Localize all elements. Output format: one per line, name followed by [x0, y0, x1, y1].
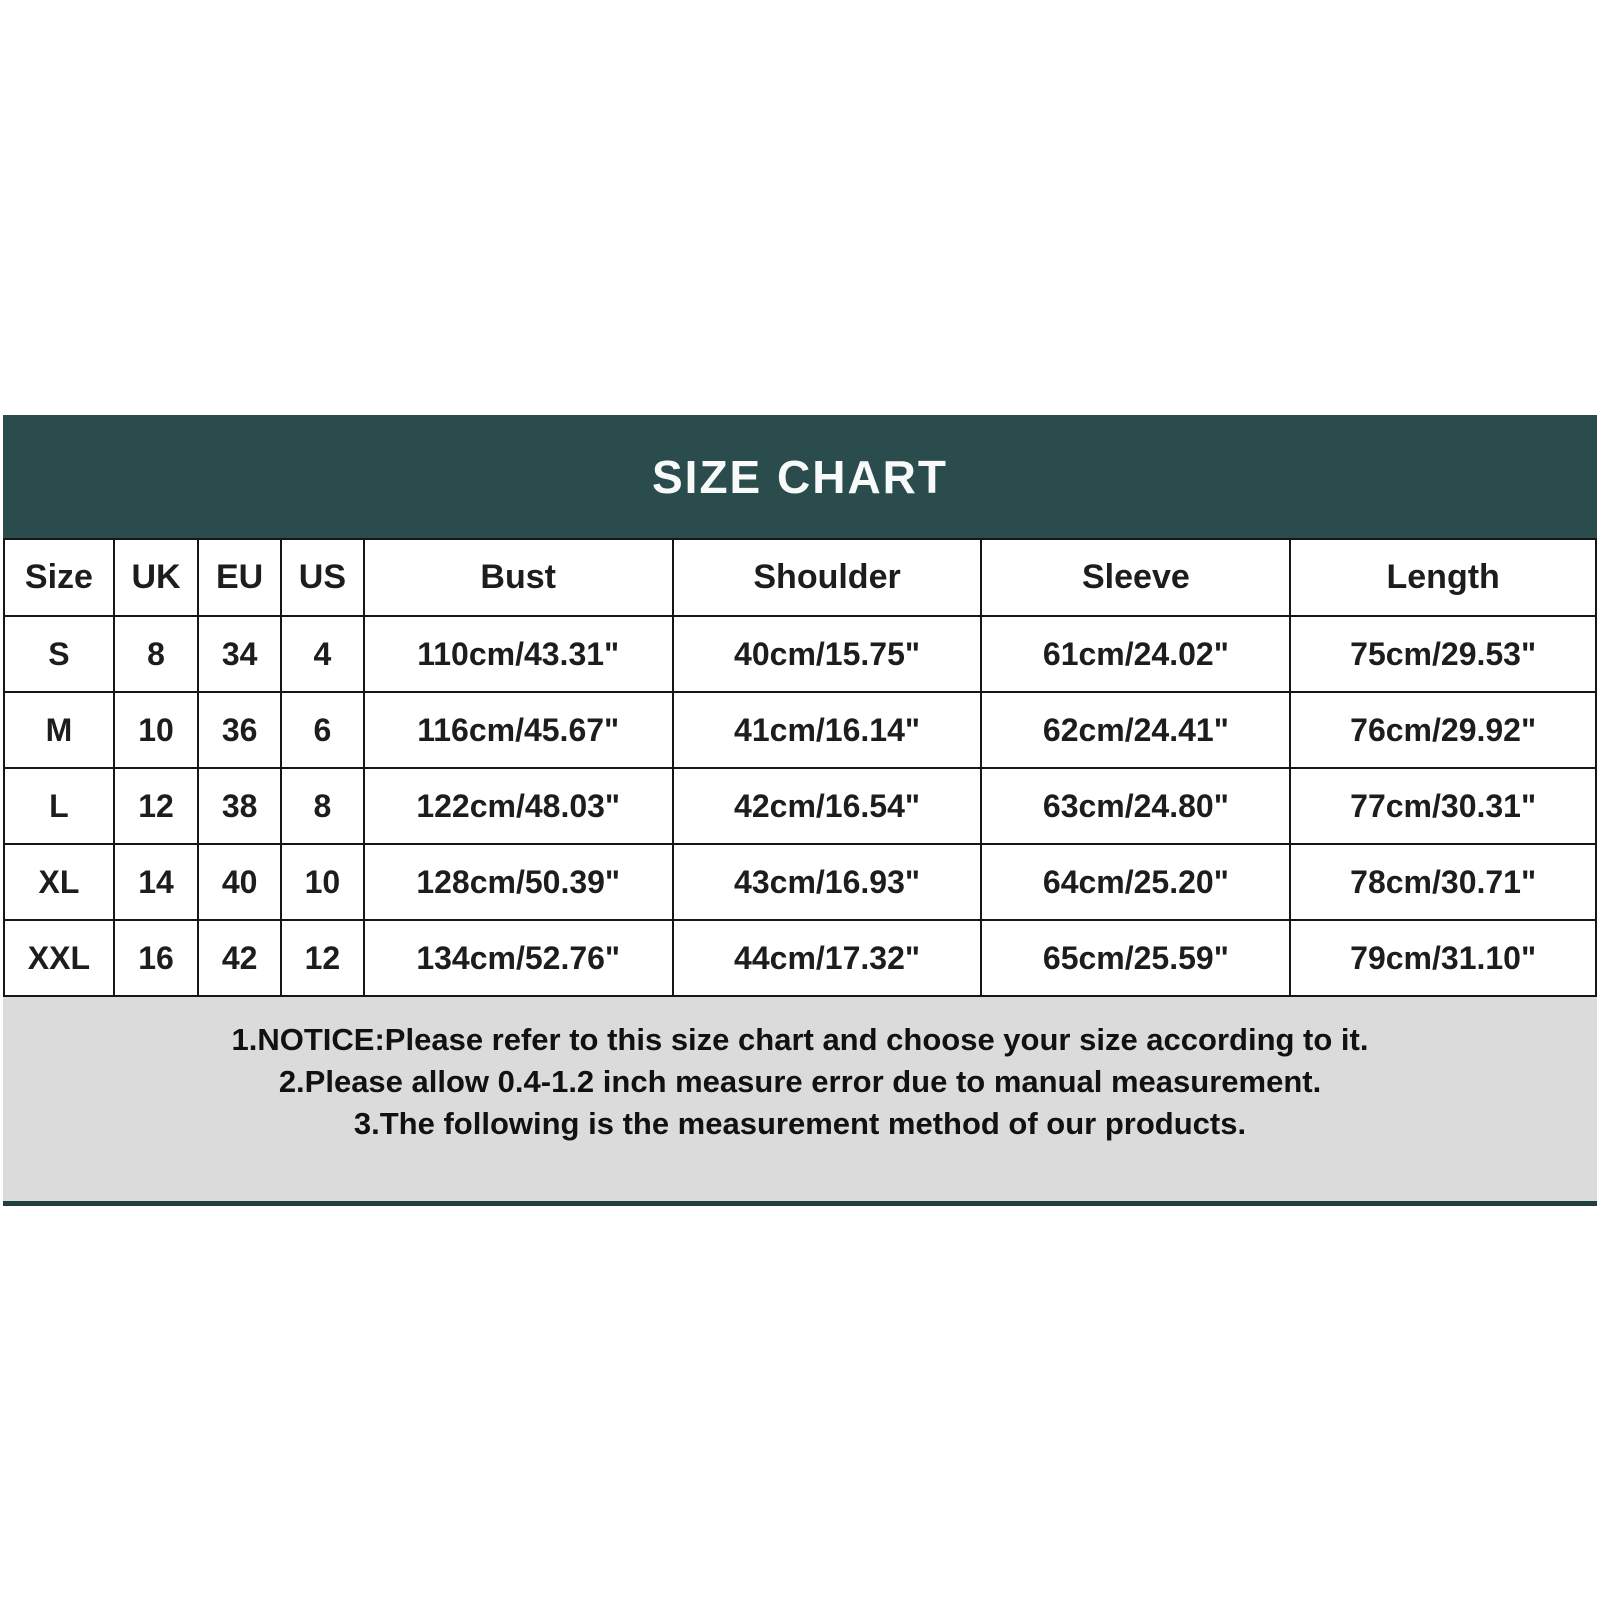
- cell-eu-row2: 36: [198, 692, 281, 768]
- cell-us-row3: 8: [281, 768, 364, 844]
- cell-bust-row1: 110cm/43.31": [364, 616, 673, 692]
- cell-size-row5: XXL: [4, 920, 114, 996]
- cell-us-row2: 6: [281, 692, 364, 768]
- column-header-uk: UK: [114, 539, 198, 616]
- cell-length-row1: 75cm/29.53": [1290, 616, 1596, 692]
- notice-panel: [3, 997, 1597, 1206]
- column-header-sleeve: Sleeve: [981, 539, 1290, 616]
- cell-us-row1: 4: [281, 616, 364, 692]
- size-table: [3, 538, 1597, 997]
- column-header-shoulder: Shoulder: [673, 539, 982, 616]
- notice-line-2: 2.Please allow 0.4-1.2 inch measure error due to manual measurement.: [278, 1064, 1322, 1099]
- notice-line-1: 1.NOTICE:Please refer to this size chart and choose your size according to it.: [231, 1022, 1369, 1057]
- column-header-eu: EU: [198, 539, 281, 616]
- title-banner: [3, 415, 1597, 538]
- table-row-l: [4, 768, 1596, 844]
- table-row-xl: [4, 844, 1596, 920]
- cell-shoulder-row1: 40cm/15.75": [673, 616, 982, 692]
- cell-sleeve-row1: 61cm/24.02": [981, 616, 1290, 692]
- cell-eu-row1: 34: [198, 616, 281, 692]
- cell-shoulder-row3: 42cm/16.54": [673, 768, 982, 844]
- cell-sleeve-row3: 63cm/24.80": [981, 768, 1290, 844]
- cell-length-row3: 77cm/30.31": [1290, 768, 1596, 844]
- cell-shoulder-row2: 41cm/16.14": [673, 692, 982, 768]
- cell-sleeve-row4: 64cm/25.20": [981, 844, 1290, 920]
- table-row-xxl: [4, 920, 1596, 996]
- cell-length-row4: 78cm/30.71": [1290, 844, 1596, 920]
- cell-us-row4: 10: [281, 844, 364, 920]
- column-header-us: US: [281, 539, 364, 616]
- column-header-size: Size: [4, 539, 114, 616]
- notice-line-3: 3.The following is the measurement method of our products.: [353, 1106, 1247, 1141]
- cell-uk-row4: 14: [114, 844, 198, 920]
- size-chart-sheet: [3, 415, 1597, 1206]
- cell-sleeve-row5: 65cm/25.59": [981, 920, 1290, 996]
- cell-eu-row5: 42: [198, 920, 281, 996]
- cell-length-row2: 76cm/29.92": [1290, 692, 1596, 768]
- cell-uk-row3: 12: [114, 768, 198, 844]
- cell-us-row5: 12: [281, 920, 364, 996]
- cell-eu-row3: 38: [198, 768, 281, 844]
- cell-size-row1: S: [4, 616, 114, 692]
- cell-bust-row2: 116cm/45.67": [364, 692, 673, 768]
- column-header-length: Length: [1290, 539, 1596, 616]
- cell-bust-row5: 134cm/52.76": [364, 920, 673, 996]
- table-row-m: [4, 692, 1596, 768]
- cell-size-row3: L: [4, 768, 114, 844]
- cell-eu-row4: 40: [198, 844, 281, 920]
- cell-uk-row1: 8: [114, 616, 198, 692]
- cell-size-row2: M: [4, 692, 114, 768]
- table-row-s: [4, 616, 1596, 692]
- cell-bust-row3: 122cm/48.03": [364, 768, 673, 844]
- cell-uk-row5: 16: [114, 920, 198, 996]
- cell-size-row4: XL: [4, 844, 114, 920]
- column-header-bust: Bust: [364, 539, 673, 616]
- table-header-row: [4, 539, 1596, 616]
- cell-shoulder-row4: 43cm/16.93": [673, 844, 982, 920]
- page-title: SIZE CHART: [652, 450, 948, 503]
- cell-bust-row4: 128cm/50.39": [364, 844, 673, 920]
- cell-sleeve-row2: 62cm/24.41": [981, 692, 1290, 768]
- cell-uk-row2: 10: [114, 692, 198, 768]
- cell-shoulder-row5: 44cm/17.32": [673, 920, 982, 996]
- cell-length-row5: 79cm/31.10": [1290, 920, 1596, 996]
